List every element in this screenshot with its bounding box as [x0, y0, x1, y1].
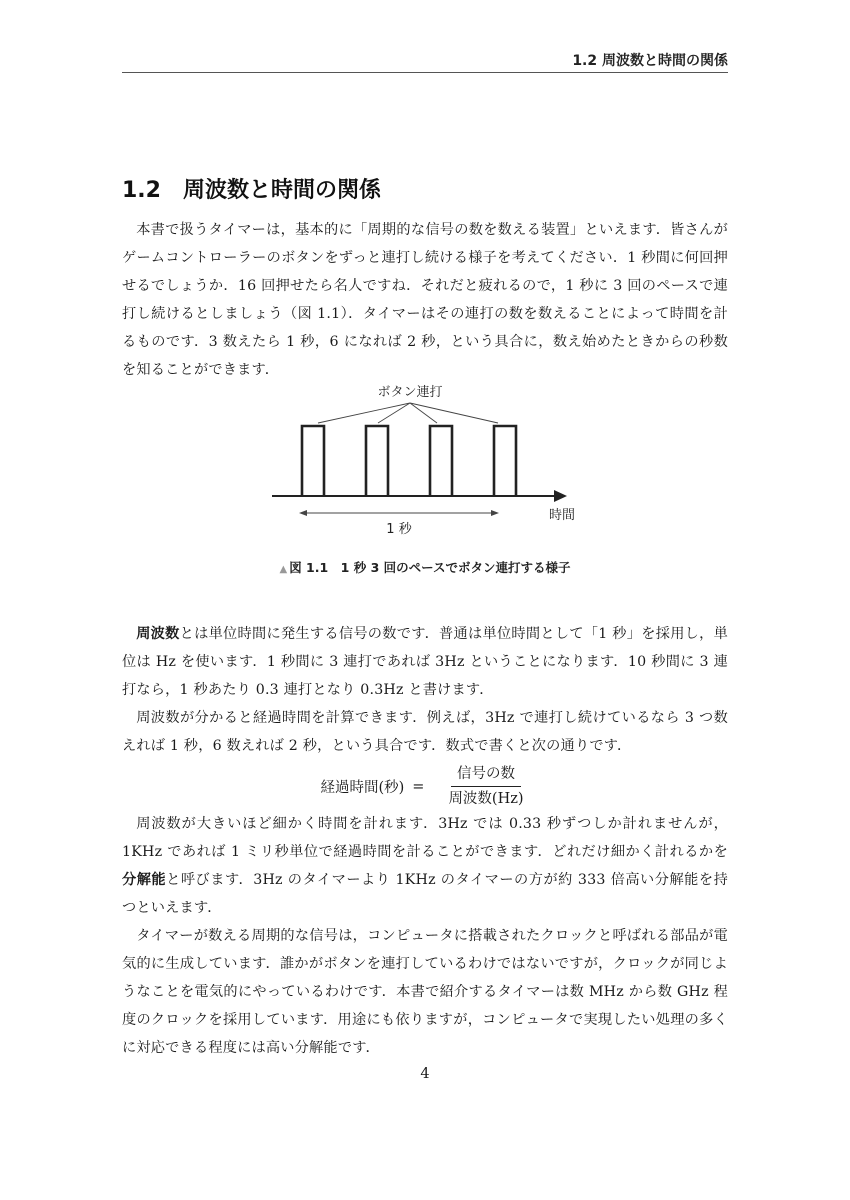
term-frequency: 周波数	[136, 626, 180, 642]
button-press-figure	[262, 376, 592, 546]
leader-lines	[318, 403, 498, 423]
span-arrow-left	[299, 510, 307, 516]
pulse	[430, 426, 452, 496]
paragraph-clock: タイマーが数える周期的な信号は，コンピュータに搭載されたクロックと呼ばれる部品が電気的に生成しています．誰かがボタンを連打しているわけではないですが，クロックが同じようなことを電気的にやっているわけです．本書で紹介するタイマーは数 MHz から数 GHz 程度のクロックを採用しています．用途にも依りますが，コンピュータで実現したい処理の多くに対応できる程度には高い分解能です．	[122, 928, 728, 1056]
end-block	[122, 810, 728, 1062]
formula-denominator: 周波数(Hz)	[448, 791, 524, 807]
paragraph-resolution-start: 周波数が大きいほど細かく時間を計れます．3Hz では 0.33 秒ずつしか計れませんが，1KHz であれば 1 ミリ秒単位で経過時間を計ることができます．どれだけ細かく計れるかを	[122, 816, 728, 860]
intro-paragraph: 本書で扱うタイマーは，基本的に「周期的な信号の数を数える装置」といえます．皆さんがゲームコントローラーのボタンをずっと連打し続ける様子を考えてください．1 秒間に何回押せるでしょうか．16 回押せたら名人ですね．それだと疲れるので，1 秒に 3 回のペースで連打し続けるとしましょう（図 1.1）．タイマーはその連打の数を数えることによって時間を計るものです．3 数えたら 1 秒，6 になれば 2 秒，という具合に，数え始めたときからの秒数を知ることができます．	[122, 222, 728, 378]
page-number: 4	[420, 1066, 430, 1082]
leader-line	[378, 403, 410, 423]
caption-marker: ▲	[279, 564, 288, 575]
pulse	[494, 426, 516, 496]
time-axis-label: 時間	[548, 508, 576, 523]
figure-top-label: ボタン連打	[377, 385, 443, 400]
paragraph-resolution-end: と呼びます．3Hz のタイマーより 1KHz のタイマーの方が約 333 倍高い分解能を持つといえます．	[122, 872, 728, 916]
pulse	[302, 426, 324, 496]
time-axis-arrowhead	[554, 490, 567, 502]
formula-equals: =	[412, 778, 425, 795]
formula-numerator: 信号の数	[451, 764, 521, 787]
pulse	[366, 426, 388, 496]
term-resolution: 分解能	[122, 872, 167, 888]
header-rule	[122, 72, 728, 73]
running-header: 1.2 周波数と時間の関係	[572, 53, 728, 69]
span-arrow-right	[491, 510, 499, 516]
pulse-train	[302, 426, 516, 496]
paragraph-frequency	[122, 620, 728, 704]
intro-block	[122, 216, 728, 384]
paragraph-elapsed: 周波数が分かると経過時間を計算できます．例えば，3Hz で連打し続けているなら 3 つ数えれば 1 秒，6 数えれば 2 秒，という具合です．数式で書くと次の通りです．	[122, 710, 728, 754]
caption-text: 図 1.1 1 秒 3 回のペースでボタン連打する様子	[289, 560, 571, 575]
formula	[0, 764, 850, 809]
mid-block	[122, 620, 728, 760]
figure-caption	[0, 558, 850, 576]
paragraph-frequency-text: とは単位時間に発生する信号の数です．普通は単位時間として「1 秒」を採用し，単位は Hz を使います．1 秒間に 3 連打であれば 3Hz ということになります．10 秒間に 3 連打なら，1 秒あたり 0.3 連打となり 0.3Hz と書けます．	[122, 626, 729, 698]
span-label: 1 秒	[386, 522, 412, 537]
section-title	[122, 173, 381, 204]
paragraph-resolution	[122, 810, 728, 922]
formula-lhs: 経過時間(秒)	[320, 780, 405, 796]
formula-fraction	[442, 764, 529, 809]
section-title-text: 周波数と時間の関係	[182, 178, 381, 203]
leader-line	[318, 403, 410, 423]
section-number: 1.2	[122, 178, 161, 203]
